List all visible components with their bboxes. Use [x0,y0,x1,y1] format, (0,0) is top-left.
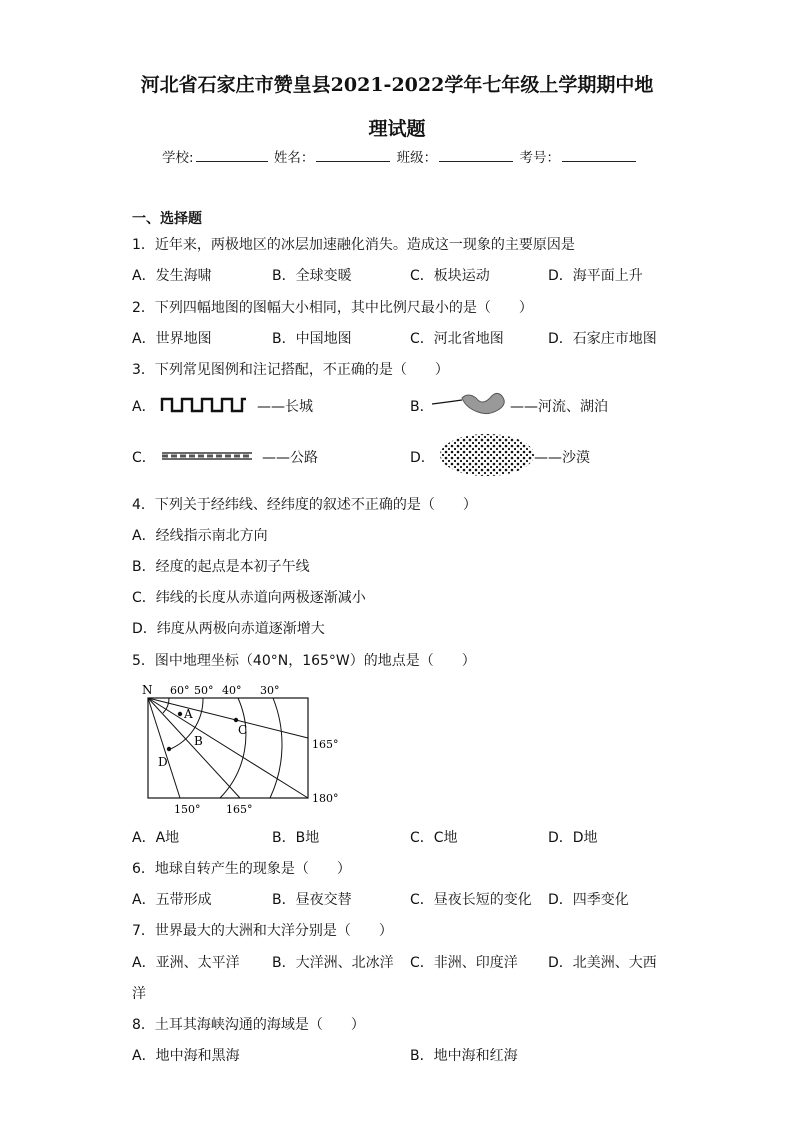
q5-option-d[interactable]: D．D地 [548,830,598,846]
point-c-label: C [238,723,248,737]
q3-b-letter: B． [410,399,434,415]
great-wall-symbol-icon [160,393,250,415]
q5-option-b[interactable]: B．B地 [272,830,320,846]
river-lake-symbol-icon [430,386,510,420]
q2-option-d[interactable]: D．石家庄市地图 [548,331,657,347]
q7-option-d-wrap: 洋 [132,986,146,1002]
q4-option-a[interactable]: A．经线指示南北方向 [132,528,268,544]
lon-label-165-right: 165° [312,738,339,751]
q3-c-text: ——公路 [262,450,318,466]
map-point-a [178,712,182,716]
north-label: N [142,683,153,697]
q2-option-a[interactable]: A．世界地图 [132,331,212,347]
class-label: 班级： [396,150,438,166]
q6-option-a[interactable]: A．五带形成 [132,892,212,908]
student-info-row [162,146,638,166]
q8-option-a[interactable]: A．地中海和黑海 [132,1048,240,1064]
q3-option-d[interactable] [410,447,435,467]
q3-a-text: ——长城 [257,399,313,415]
q3-a-letter: A． [132,399,156,415]
lat-label-30: 30° [260,684,280,697]
q8-option-b[interactable]: B．地中海和红海 [410,1048,518,1064]
number-label: 考号： [519,150,560,166]
q1-stem: 1．近年来，两极地区的冰层加速融化消失。造成这一现象的主要原因是 [132,237,575,253]
page-title-line2: 理试题 [368,118,426,140]
q1-option-b[interactable]: B．全球变暖 [272,268,352,284]
desert-symbol-icon [438,432,536,478]
lon-label-180: 180° [312,792,339,805]
lon-label-150: 150° [174,803,201,816]
q7-option-c[interactable]: C．非洲、印度洋 [410,955,518,971]
q8-stem: 8．土耳其海峡沟通的海域是（ ） [132,1017,365,1033]
q3-b-text: ——河流、湖泊 [510,399,608,415]
q5-option-a[interactable]: A．A地 [132,830,180,846]
q4-option-b[interactable]: B．经度的起点是本初子午线 [132,559,310,575]
q7-option-a[interactable]: A．亚洲、太平洋 [132,955,240,971]
q1-option-a[interactable]: A．发生海啸 [132,268,212,284]
q3-d-text: ——沙漠 [534,450,590,466]
q7-option-b[interactable]: B．大洋洲、北冰洋 [272,955,394,971]
q6-option-d[interactable]: D．四季变化 [548,892,629,908]
name-field[interactable] [316,147,390,162]
q6-stem: 6．地球自转产生的现象是（ ） [132,861,351,877]
lat-label-40: 40° [222,684,242,697]
class-field[interactable] [439,147,513,162]
number-field[interactable] [562,147,636,162]
q6-option-b[interactable]: B．昼夜交替 [272,892,352,908]
q2-option-b[interactable]: B．中国地图 [272,331,352,347]
lat-label-50: 50° [194,684,214,697]
coordinate-map [140,680,350,820]
q3-d-letter: D． [410,450,435,466]
name-label: 姓名： [273,150,315,166]
q1-option-d[interactable]: D．海平面上升 [548,268,643,284]
q5-option-c[interactable]: C．C地 [410,830,458,846]
q2-stem: 2．下列四幅地图的图幅大小相同，其中比例尺最小的是（ ） [132,300,533,316]
q6-option-c[interactable]: C．昼夜长短的变化 [410,892,532,908]
section-heading: 一、选择题 [132,211,202,227]
school-field[interactable] [196,147,268,162]
school-label: 学校: [162,150,194,166]
q3-option-c[interactable] [132,447,156,467]
q4-option-d[interactable]: D．纬度从两极向赤道逐渐增大 [132,621,325,637]
point-d-label: D [158,755,168,769]
q3-stem: 3．下列常见图例和注记搭配，不正确的是（ ） [132,362,449,378]
road-symbol-icon [160,449,254,463]
q3-c-letter: C． [132,450,156,466]
q4-option-c[interactable]: C．纬线的长度从赤道向两极逐渐减小 [132,590,366,606]
q5-stem: 5．图中地理坐标（40°N，165°W）的地点是（ ） [132,653,476,669]
lon-label-165-bottom: 165° [226,803,253,816]
page-title-line1: 河北省石家庄市赞皇县2021-2022学年七年级上学期期中地 [140,74,654,96]
map-point-d [167,747,171,751]
q2-option-c[interactable]: C．河北省地图 [410,331,504,347]
q4-stem: 4．下列关于经纬线、经纬度的叙述不正确的是（ ） [132,497,477,513]
lat-label-60: 60° [170,684,190,697]
q1-option-c[interactable]: C．板块运动 [410,268,490,284]
q3-option-a[interactable] [132,396,156,416]
q7-option-d[interactable]: D．北美洲、大西 [548,955,657,971]
point-a-label: A [184,707,193,721]
point-b-label: B [194,734,203,748]
q7-stem: 7．世界最大的大洲和大洋分别是（ ） [132,923,393,939]
map-point-c [234,718,238,722]
